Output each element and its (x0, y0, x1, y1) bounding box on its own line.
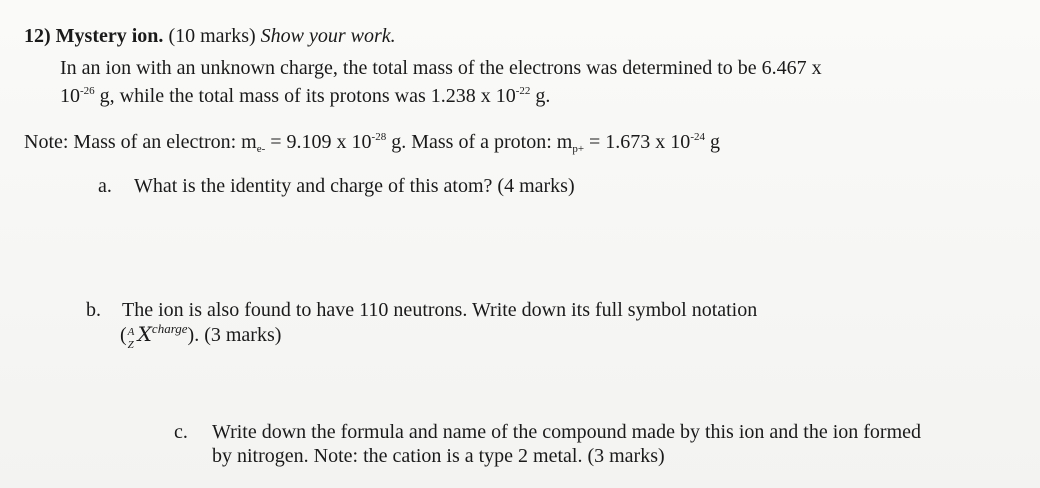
exponent: -28 (371, 131, 387, 143)
part-a-label: a. (98, 175, 112, 197)
question-instruction: Show your work. (260, 25, 396, 47)
note-line (24, 130, 720, 154)
subscript: e- (256, 143, 266, 155)
question-title: Mystery ion. (55, 25, 164, 47)
nuclide-indices (127, 324, 138, 351)
question-number: 12) (24, 25, 51, 47)
problem-text-line-1: In an ion with an unknown charge, the total mass of the electrons was determined to be 6.467 x (60, 57, 822, 79)
problem-text-segment: g. (530, 85, 551, 107)
part-a (98, 174, 575, 198)
exponent: -26 (80, 85, 95, 97)
part-b-text: The ion is also found to have 110 neutrons. Write down its full symbol notation (122, 299, 758, 321)
note-text: = 9.109 x 10 (265, 131, 372, 153)
part-c-text-line-2: by nitrogen. Note: the cation is a type 2 metal. (3 marks) (212, 445, 665, 467)
note-text: = 1.673 x 10 (584, 131, 691, 153)
problem-text-segment: g, while the total mass of its protons was 1.238 x 10 (94, 85, 516, 107)
exponent: -24 (690, 131, 705, 143)
subscript: p+ (572, 143, 585, 155)
part-b-marks: ). (3 marks) (187, 324, 282, 346)
part-c (174, 420, 921, 444)
mass-number-symbol: A (127, 326, 135, 338)
element-symbol: X (137, 322, 152, 346)
paren-open: ( (120, 324, 127, 346)
atomic-number-symbol: Z (127, 339, 134, 351)
part-a-text: What is the identity and charge of this atom? (4 marks) (134, 175, 575, 197)
charge-superscript: charge (151, 321, 188, 336)
problem-text-line-2 (60, 84, 550, 108)
part-b (86, 298, 757, 322)
part-c-label: c. (174, 421, 188, 443)
question-header (24, 24, 396, 48)
power-base: 10 (60, 85, 80, 107)
exponent: -22 (515, 85, 531, 97)
note-text: Note: Mass of an electron: m (24, 131, 257, 153)
part-b-notation-line (120, 321, 282, 351)
question-marks: (10 marks) (168, 25, 256, 47)
part-c-text-line-1: Write down the formula and name of the compound made by this ion and the ion formed (212, 421, 922, 443)
part-b-label: b. (86, 299, 101, 321)
note-text: g. Mass of a proton: m (386, 131, 573, 153)
note-text: g (704, 131, 720, 153)
